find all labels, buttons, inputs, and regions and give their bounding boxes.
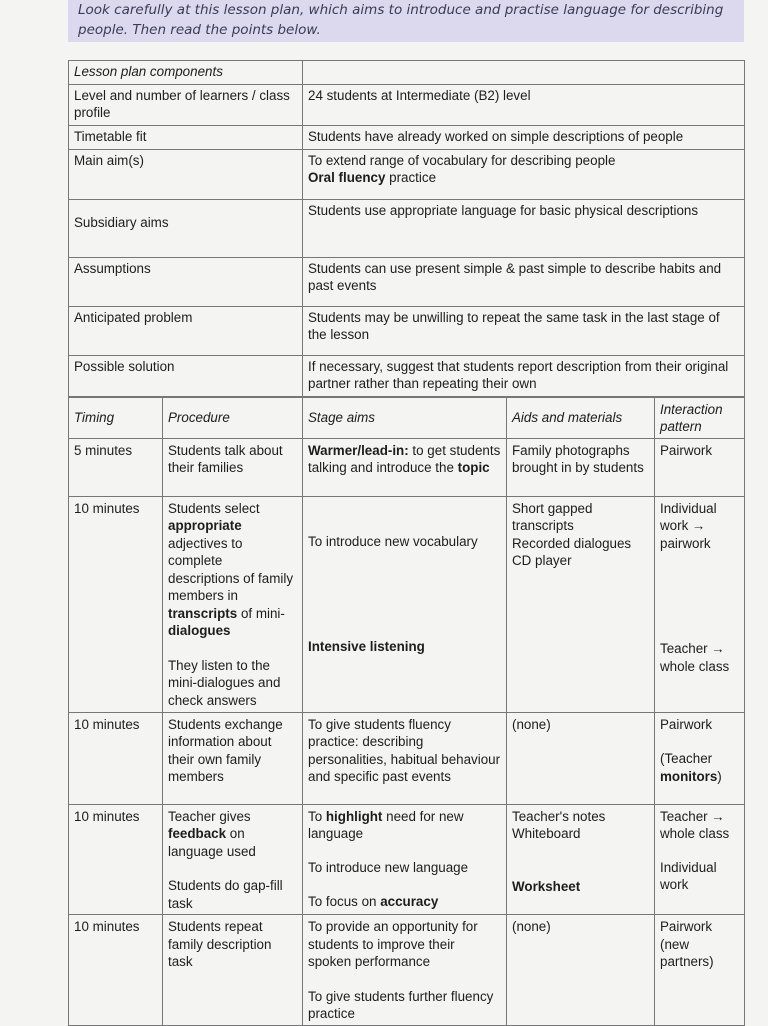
instruction-line-1: Look carefully at this lesson plan, which aims to introduce and practise language for describing xyxy=(78,2,724,18)
timing-cell: 10 minutes xyxy=(69,496,163,712)
header-aids: Aids and materials xyxy=(507,397,655,438)
proc-text: Students do gap-fill task xyxy=(168,878,283,911)
proc-text: adjectives to complete descriptions of family members in xyxy=(168,535,294,603)
component-label: Level and number of learners / class profile xyxy=(69,84,303,125)
proc-text: on language used xyxy=(168,826,256,859)
table-row xyxy=(69,438,745,496)
table-row xyxy=(69,61,745,85)
instruction-banner xyxy=(68,0,744,42)
aim-text: need for new language xyxy=(308,808,464,841)
procedure-cell: Students talk about their families xyxy=(163,438,303,496)
proc-bold: feedback xyxy=(168,826,227,841)
lesson-plan xyxy=(68,60,744,1026)
table-row xyxy=(69,804,745,915)
procedure-cell: Students repeat family description task xyxy=(163,915,303,1026)
proc-text: Students select xyxy=(168,500,260,516)
component-value: Students use appropriate language for basic physical descriptions xyxy=(303,199,745,257)
table-header-row xyxy=(69,397,745,438)
proc-text: Teacher gives xyxy=(168,808,251,824)
header-timing: Timing xyxy=(69,397,163,438)
aids-cell xyxy=(507,804,655,915)
aids-text: Recorded dialogues xyxy=(512,535,632,551)
main-aim-line: To extend range of vocabulary for describing people xyxy=(308,152,616,168)
header-procedure: Procedure xyxy=(163,397,303,438)
aids-cell: Family photographs brought in by students xyxy=(507,438,655,496)
header-stage-aims: Stage aims xyxy=(303,397,507,438)
table-row xyxy=(69,199,745,257)
stage-aim-cell xyxy=(303,804,507,915)
aim-bold: highlight xyxy=(325,808,383,824)
stage-aim-cell: To give students fluency practice: describing personalities, habitual behaviour and specific past events xyxy=(303,712,507,804)
components-table xyxy=(68,60,745,397)
component-value: 24 students at Intermediate (B2) level xyxy=(303,84,745,125)
component-value: Students can use present simple & past simple to describe habits and past events xyxy=(303,257,745,306)
interaction-text: Teacher → whole class xyxy=(660,641,730,674)
proc-bold: appropriate xyxy=(168,518,242,533)
timing-cell: 10 minutes xyxy=(69,804,163,915)
procedure-table xyxy=(68,397,745,1026)
main-aim-bold: Oral fluency xyxy=(308,170,386,185)
aids-cell: (none) xyxy=(507,712,655,804)
table-row xyxy=(69,355,745,396)
aim-bold: Intensive listening xyxy=(308,639,425,654)
stage-aim-cell xyxy=(303,438,507,496)
procedure-cell: Students exchange information about their own family members xyxy=(163,712,303,804)
aids-cell xyxy=(507,496,655,712)
aim-bold: accuracy xyxy=(380,894,439,909)
stage-aim-cell xyxy=(303,496,507,712)
aim-text: To introduce new vocabulary xyxy=(308,533,478,549)
table-row xyxy=(69,496,745,712)
aids-text: Teacher's notes xyxy=(512,808,606,824)
interaction-text: Individual work xyxy=(660,859,717,892)
interaction-cell: Pairwork (new partners) xyxy=(655,915,745,1026)
proc-text: of mini- xyxy=(237,605,285,621)
component-value: If necessary, suggest that students report description from their original partner rather than repeating their own xyxy=(303,355,745,396)
interaction-cell xyxy=(655,712,745,804)
interaction-text: Teacher → whole class xyxy=(660,808,730,841)
table-row xyxy=(69,306,745,355)
stage-aim-cell xyxy=(303,915,507,1026)
timing-cell: 10 minutes xyxy=(69,915,163,1026)
table-row xyxy=(69,712,745,804)
table-row xyxy=(69,915,745,1026)
components-header: Lesson plan components xyxy=(69,61,303,85)
component-label: Timetable fit xyxy=(69,125,303,149)
aids-text: Short gapped transcripts xyxy=(512,500,593,533)
aids-bold: Worksheet xyxy=(512,878,581,894)
main-aim-rest: practice xyxy=(385,170,437,185)
component-value: Students have already worked on simple descriptions of people xyxy=(303,125,745,149)
component-label: Anticipated problem xyxy=(69,306,303,355)
aim-bold: topic xyxy=(457,460,490,475)
aids-text: CD player xyxy=(512,553,572,568)
timing-cell: 10 minutes xyxy=(69,712,163,804)
interaction-text: Individual work → pairwork xyxy=(660,500,717,551)
aim-bold: Warmer/lead-in: xyxy=(308,442,409,458)
proc-bold: transcripts xyxy=(168,605,238,621)
interaction-cell: Pairwork xyxy=(655,438,745,496)
table-row xyxy=(69,149,745,199)
timing-cell: 5 minutes xyxy=(69,438,163,496)
aim-text: To introduce new language xyxy=(308,859,469,875)
component-label: Main aim(s) xyxy=(69,149,303,199)
component-value xyxy=(303,149,745,199)
component-label: Assumptions xyxy=(69,257,303,306)
component-value: Students may be unwilling to repeat the same task in the last stage of the lesson xyxy=(303,306,745,355)
table-row xyxy=(69,84,745,125)
interaction-text: (Teacher xyxy=(660,751,713,766)
proc-bold: dialogues xyxy=(168,623,231,638)
table-row xyxy=(69,125,745,149)
aids-cell: (none) xyxy=(507,915,655,1026)
aim-text: To give students further fluency practice xyxy=(308,988,494,1021)
aim-text: To focus on xyxy=(308,894,381,909)
instruction-line-2: people. Then read the points below. xyxy=(78,22,321,38)
component-label: Possible solution xyxy=(69,355,303,396)
aim-text: To xyxy=(308,808,326,824)
component-label: Subsidiary aims xyxy=(69,199,303,257)
header-interaction: Interaction pattern xyxy=(655,397,745,438)
table-row xyxy=(69,257,745,306)
interaction-text: ) xyxy=(717,768,722,784)
interaction-cell xyxy=(655,496,745,712)
aim-text: To provide an opportunity for students to improve their spoken performance xyxy=(308,919,478,969)
aids-text: Whiteboard xyxy=(512,826,581,841)
interaction-bold: monitors xyxy=(660,768,718,784)
interaction-text: Pairwork xyxy=(660,716,713,732)
procedure-cell xyxy=(163,804,303,915)
aim-text: to get students talking and introduce the xyxy=(308,442,501,475)
procedure-cell xyxy=(163,496,303,712)
interaction-cell xyxy=(655,804,745,915)
proc-text: They listen to the mini-dialogues and check answers xyxy=(168,657,281,708)
